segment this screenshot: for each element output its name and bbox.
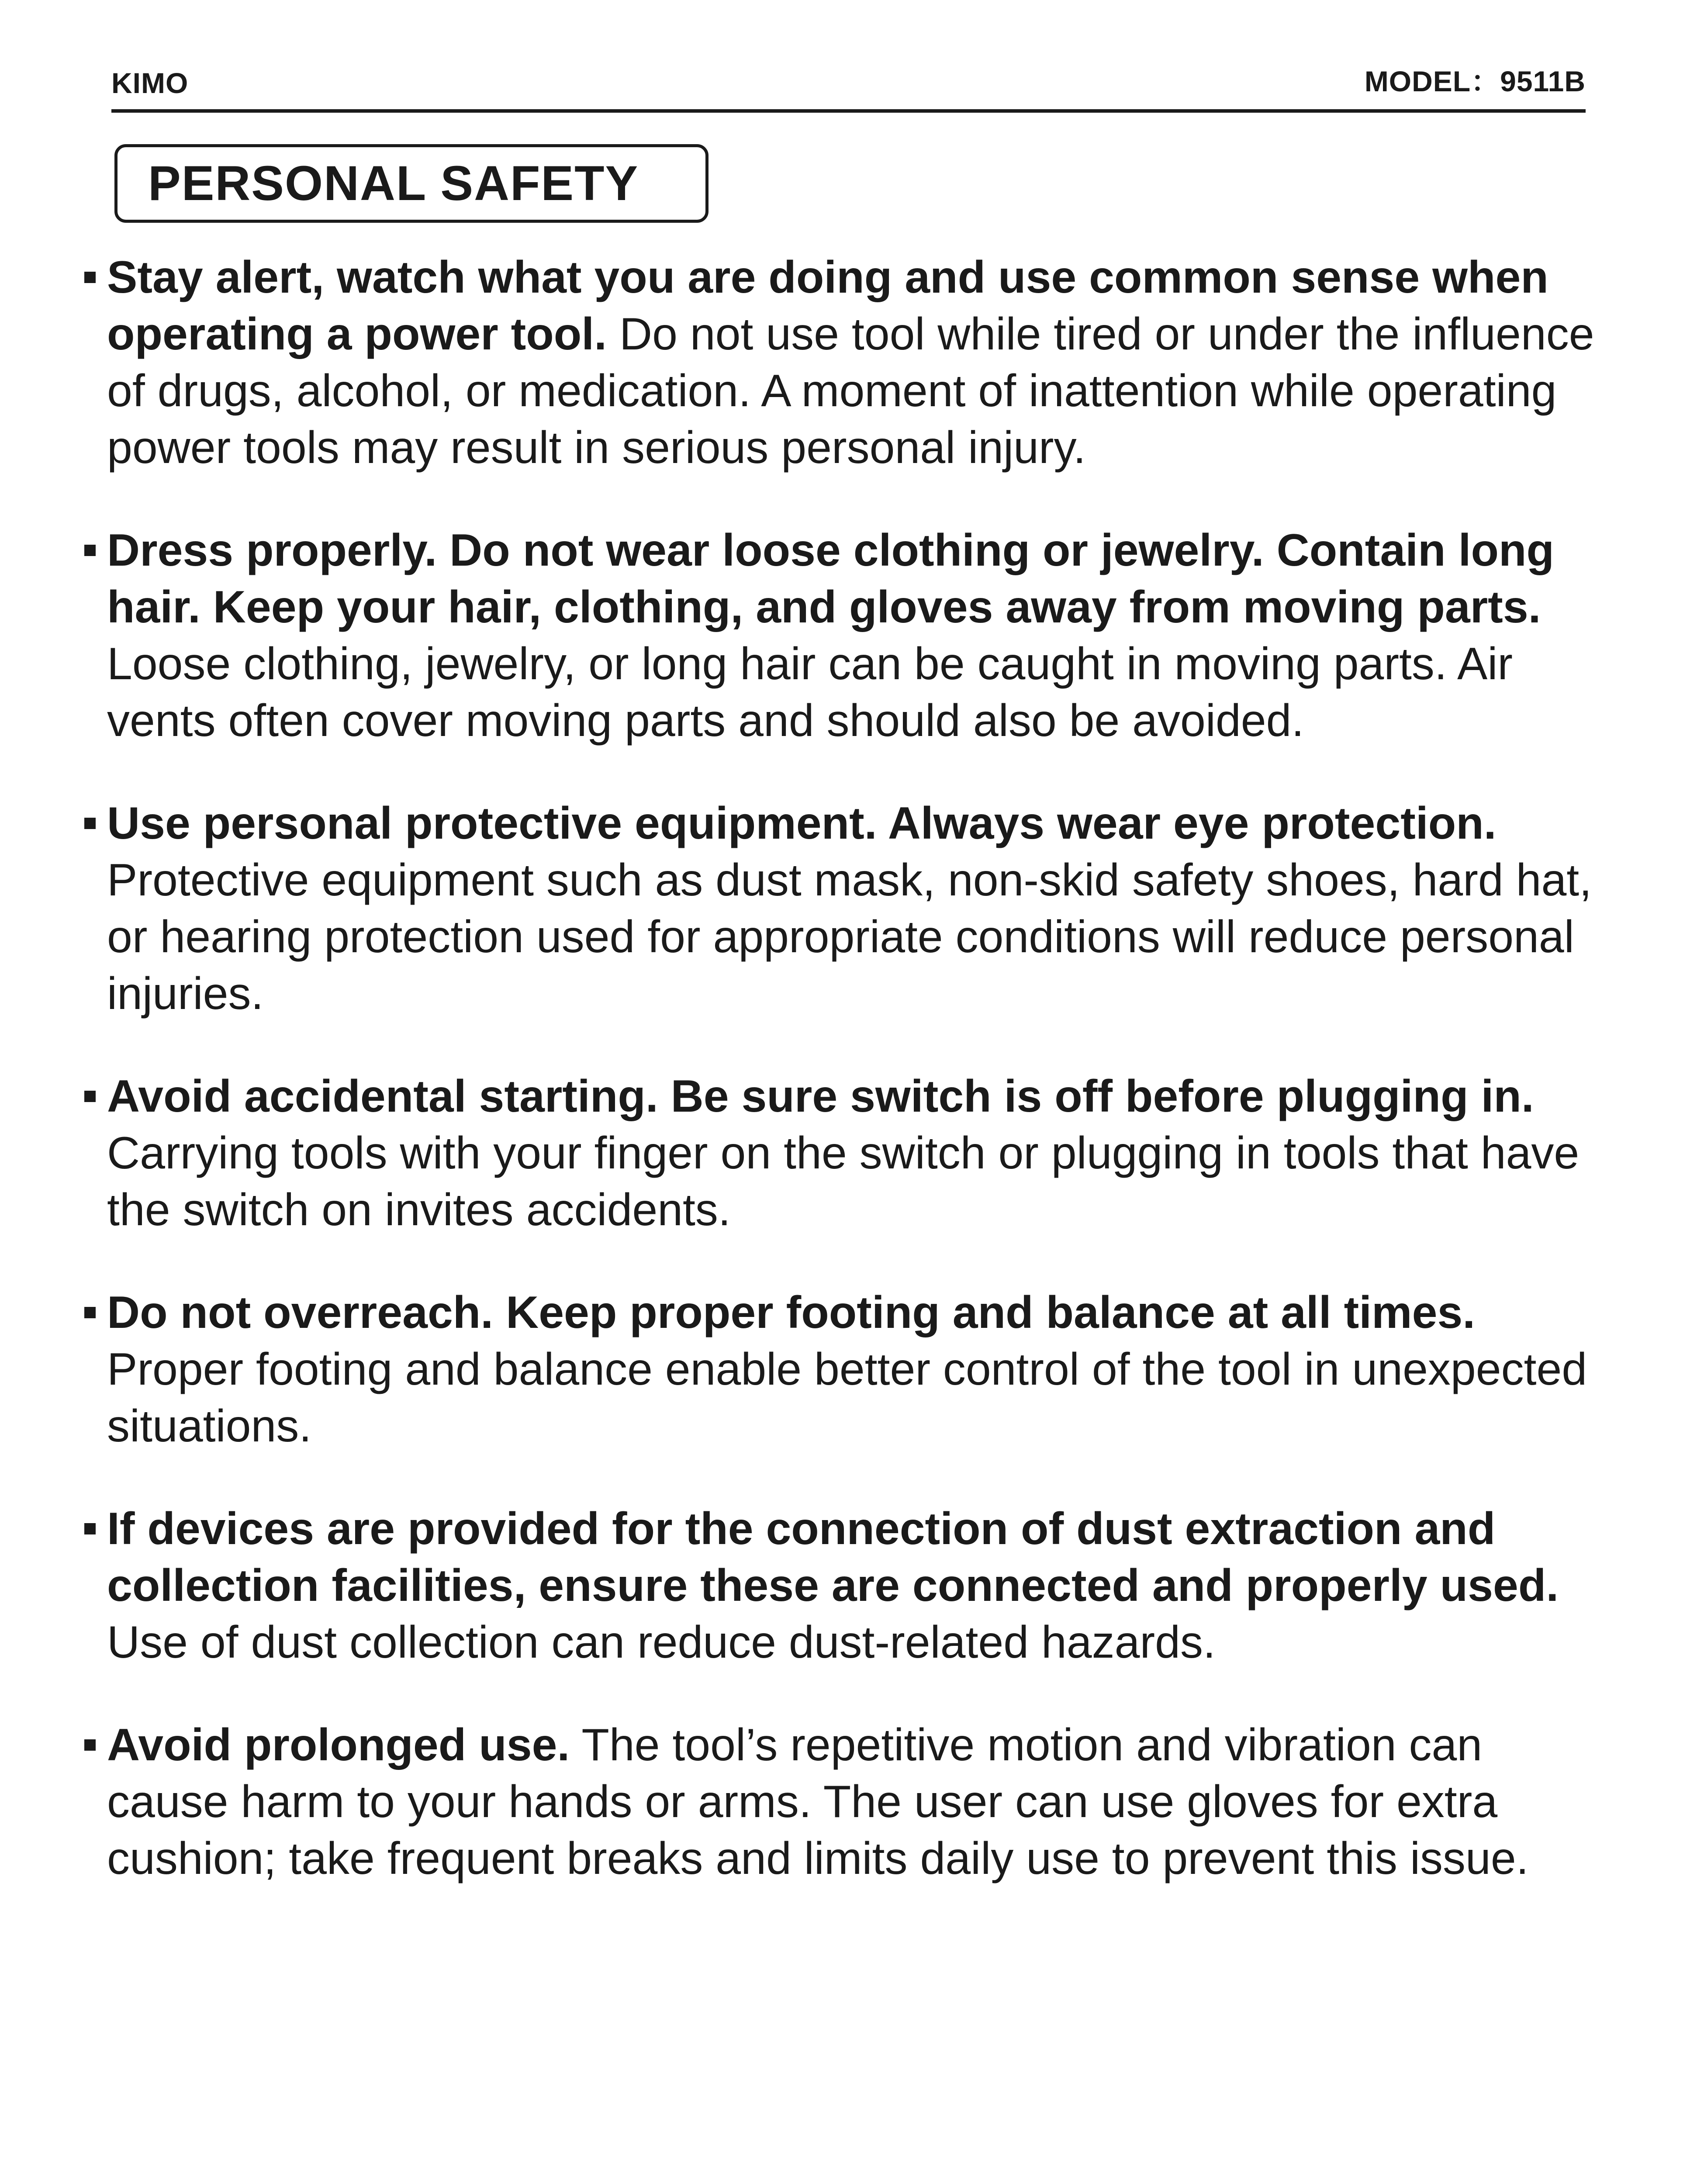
item-text: Proper footing and balance enable better control of the tool in unexpected situations. [107, 1344, 1587, 1451]
list-item [81, 1717, 1601, 1887]
bullet-square-icon [84, 1523, 96, 1534]
item-text: Loose clothing, jewelry, or long hair can be caught in moving parts. Air vents often cover moving parts and should also be avoided. [107, 639, 1513, 746]
item-heading: Use personal protective equipment. Always wear eye protection. [107, 798, 1497, 849]
item-text: Protective equipment such as dust mask, non-skid safety shoes, hard hat, or hearing protection used for appropriate conditions will reduce personal injuries. [107, 855, 1592, 1019]
item-text: Carrying tools with your finger on the switch or plugging in tools that have the switch on invites accidents. [107, 1128, 1579, 1235]
list-item [81, 522, 1601, 749]
bullet-square-icon [84, 1739, 96, 1751]
item-heading: Stay alert, watch what you are doing and use common sense when operating a power tool. [107, 252, 1548, 359]
item-text: Use of dust collection can reduce dust-related hazards. [107, 1617, 1216, 1668]
item-text: The tool’s repetitive motion and vibration can cause harm to your hands or arms. The user can use gloves for extra cushion; take frequent breaks and limits daily use to prevent this issue. [107, 1720, 1529, 1884]
list-item [81, 1284, 1601, 1455]
item-heading: Avoid accidental starting. Be sure switch is off before plugging in. [107, 1071, 1534, 1122]
bullet-square-icon [84, 1307, 96, 1318]
list-item [81, 1500, 1601, 1671]
section-title: PERSONAL SAFETY [148, 156, 639, 211]
item-heading: If devices are provided for the connection of dust extraction and collection facilities, ensure these are connected and properly used. [107, 1503, 1559, 1611]
item-heading: Do not overreach. Keep proper footing and balance at all times. [107, 1287, 1476, 1338]
list-item [81, 1068, 1601, 1238]
item-heading: Avoid prolonged use. [107, 1720, 570, 1770]
bullet-square-icon [84, 272, 96, 283]
item-heading: Dress properly. Do not wear loose clothing or jewelry. Contain long hair. Keep your hair, clothing, and gloves away from moving parts. [107, 525, 1555, 632]
list-item [81, 795, 1601, 1022]
list-item [81, 249, 1601, 476]
model-number: MODEL：9511B [1364, 65, 1586, 97]
page-header [111, 66, 1586, 113]
bullet-square-icon [84, 1091, 96, 1102]
bullet-square-icon [84, 545, 96, 556]
section-heading-box [114, 144, 709, 223]
safety-list [81, 249, 1601, 1933]
bullet-square-icon [84, 818, 96, 829]
item-text: Do not use tool while tired or under the influence of drugs, alcohol, or medication. A moment of inattention while operating power tools may result in serious personal injury. [107, 309, 1594, 473]
brand-name: KIMO [111, 67, 189, 99]
